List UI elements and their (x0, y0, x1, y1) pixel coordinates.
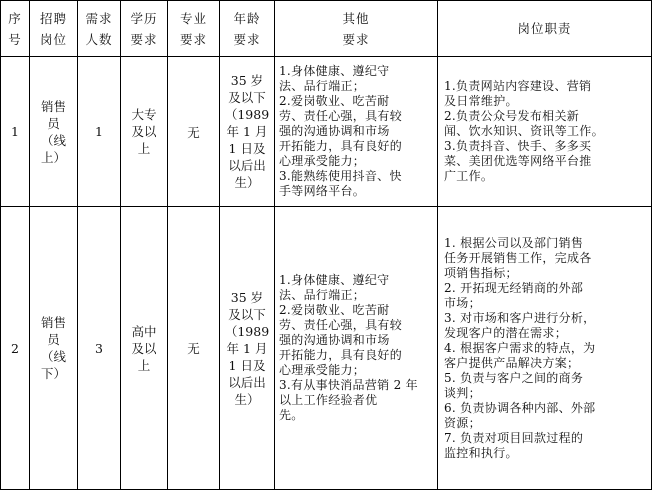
header-seq: 序 号 (1, 1, 30, 57)
education-cell: 大专 及以 上 (121, 57, 168, 207)
count-cell: 3 (78, 207, 121, 490)
duty-cell: 1. 根据公司以及部门销售 任务开展销售工作，完成各 项销售指标； 2. 开拓现无经销商的外部 市场； 3. 对市场和客户进行分析， 发现客户的潜在需求； 4. 根据客户需求的特点，为 客户提供产品解决方案； 5. 负责与客户之间的商务 谈判； 6. 负责协调各种内部、外部 资源； 7. 负责对项目回款过程的 监控和执行。 (438, 207, 652, 490)
table-row (1, 207, 652, 490)
age-cell: 35 岁 及以下 （1989 年 1 月 1 日及 以后出 生） (220, 207, 275, 490)
position-cell: 销售 员 （线 下） (30, 207, 78, 490)
major-cell: 无 (168, 207, 220, 490)
header-duty: 岗位职责 (438, 1, 652, 57)
major-cell: 无 (168, 57, 220, 207)
age-cell: 35 岁 及以下 （1989 年 1 月 1 日及 以后出 生） (220, 57, 275, 207)
seq-cell: 2 (1, 207, 30, 490)
header-age: 年龄 要求 (220, 1, 275, 57)
duty-cell: 1.负责网站内容建设、营销 及日常维护。 2.负责公众号发布相关新 闻、饮水知识、资讯等工作。 3.负责抖音、快手、多多买 菜、美团优选等网络平台推 广工作。 (438, 57, 652, 207)
header-row (1, 1, 652, 57)
table-row (1, 57, 652, 207)
position-cell: 销售 员 （线 上） (30, 57, 78, 207)
header-education: 学历 要求 (121, 1, 168, 57)
other-requirements-cell: 1.身体健康、遵纪守 法、品行端正； 2.爱岗敬业、吃苦耐 劳、责任心强，具有较 强的沟通协调和市场 开拓能力，具有良好的 心理承受能力； 3.有从事快消品营销 2 年 以上工作经验者优 先。 (275, 207, 438, 490)
header-count: 需求 人数 (78, 1, 121, 57)
header-major: 专业 要求 (168, 1, 220, 57)
seq-cell: 1 (1, 57, 30, 207)
education-cell: 高中 及以 上 (121, 207, 168, 490)
header-other: 其他 要求 (275, 1, 438, 57)
other-requirements-cell: 1.身体健康、遵纪守 法、品行端正； 2.爱岗敬业、吃苦耐 劳、责任心强，具有较 强的沟通协调和市场 开拓能力，具有良好的 心理承受能力； 3.能熟练使用抖音、快 手等网络平台。 (275, 57, 438, 207)
header-position: 招聘 岗位 (30, 1, 78, 57)
count-cell: 1 (78, 57, 121, 207)
